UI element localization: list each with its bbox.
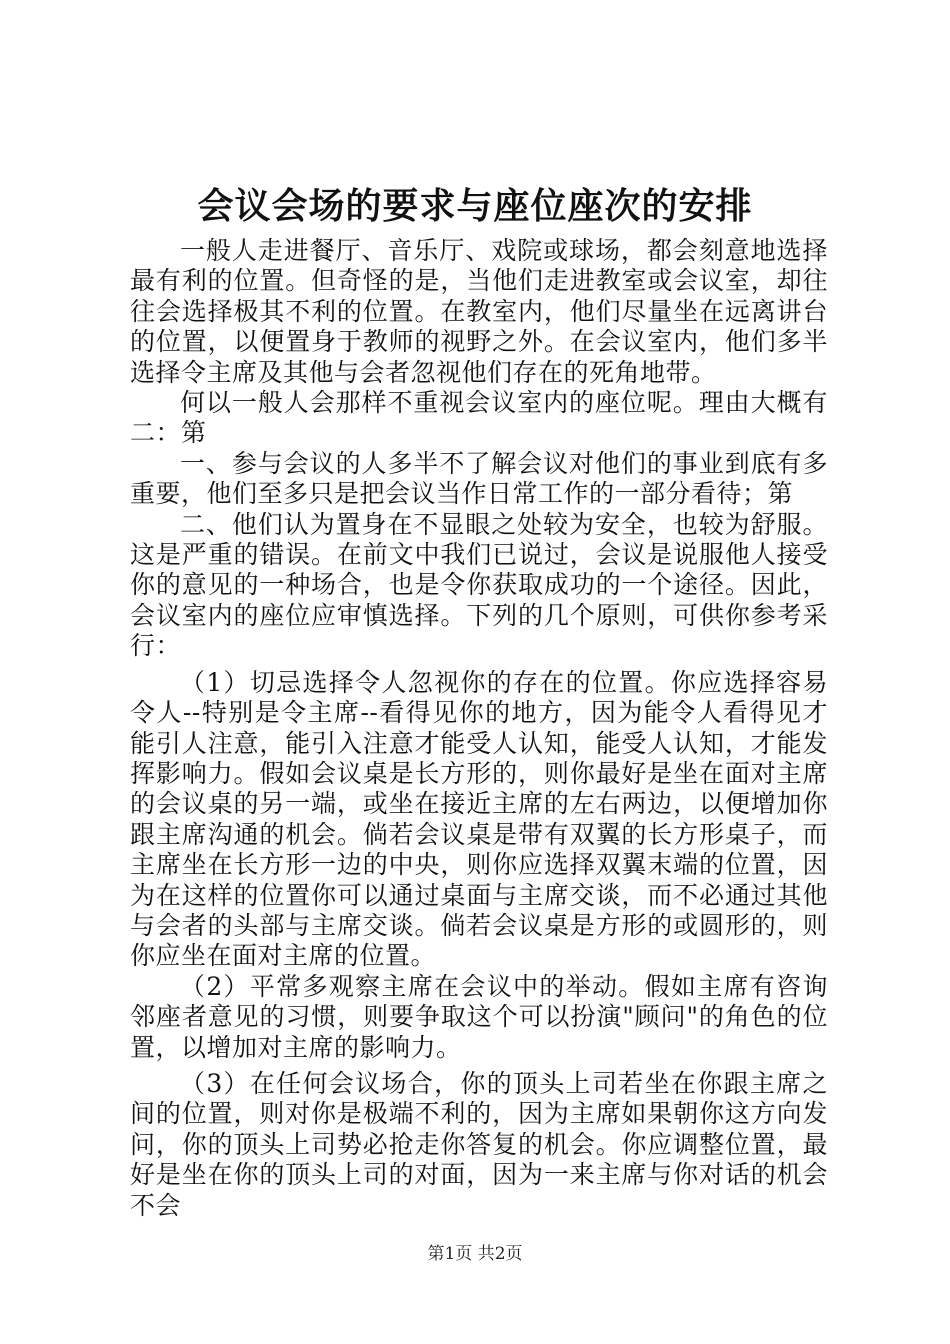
paragraph-principle-2: （2）平常多观察主席在会议中的举动。假如主席有咨询邻座者意见的习惯，则要争取这个可以扮演"顾问"的角色的位置，以增加对主席的影响力。 [130,971,828,1062]
paragraph-intro: 一般人走进餐厅、音乐厅、戏院或球场，都会刻意地选择最有利的位置。但奇怪的是，当他们走进教室或会议室，却往往会选择极其不利的位置。在教室内，他们尽量坐在远离讲台的位置，以便置身于教师的视野之外。在会议室内，他们多半选择令主席及其他与会者忽视他们存在的死角地带。 [130,236,828,387]
paragraph-reason-two: 二、他们认为置身在不显眼之处较为安全，也较为舒服。这是严重的错误。在前文中我们已说过，会议是说服他人接受你的意见的一种场合，也是令你获取成功的一个途径。因此，会议室内的座位应审慎选择。下列的几个原则，可供你参考采行： [130,509,828,661]
paragraph-reason-question: 何以一般人会那样不重视会议室内的座位呢。理由大概有二：第 [130,388,828,448]
paragraph-reason-one: 一、参与会议的人多半不了解会议对他们的事业到底有多重要，他们至多只是把会议当作日常工作的一部分看待；第 [130,448,828,509]
page-number-footer: 第1页 共2页 [427,1244,523,1264]
paragraph-principle-3: （3）在任何会议场合，你的顶头上司若坐在你跟主席之间的位置，则对你是极端不利的，因为主席如果朝你这方向发问，你的顶头上司势必抢走你答复的机会。你应调整位置，最好是坐在你的顶头上司的对面，因为一来主席与你对话的机会不会 [130,1068,828,1220]
document-body [130,236,828,1221]
paragraph-principle-1: （1）切忌选择令人忽视你的存在的位置。你应选择容易令人--特别是令主席--看得见你的地方，因为能令人看得见才能引人注意，能引入注意才能受人认知，能受人认知，才能发挥影响力。假如会议桌是长方形的，则你最好是坐在面对主席的会议桌的另一端，或坐在接近主席的左右两边，以便增加你跟主席沟通的机会。倘若会议桌是带有双翼的长方形桌子，而主席坐在长方形一边的中央，则你应选择双翼末端的位置，因为在这样的位置你可以通过桌面与主席交谈，而不必通过其他与会者的头部与主席交谈。倘若会议桌是方形的或圆形的，则你应坐在面对主席的位置。 [130,667,828,971]
document-title: 会议会场的要求与座位座次的安排 [197,185,753,227]
